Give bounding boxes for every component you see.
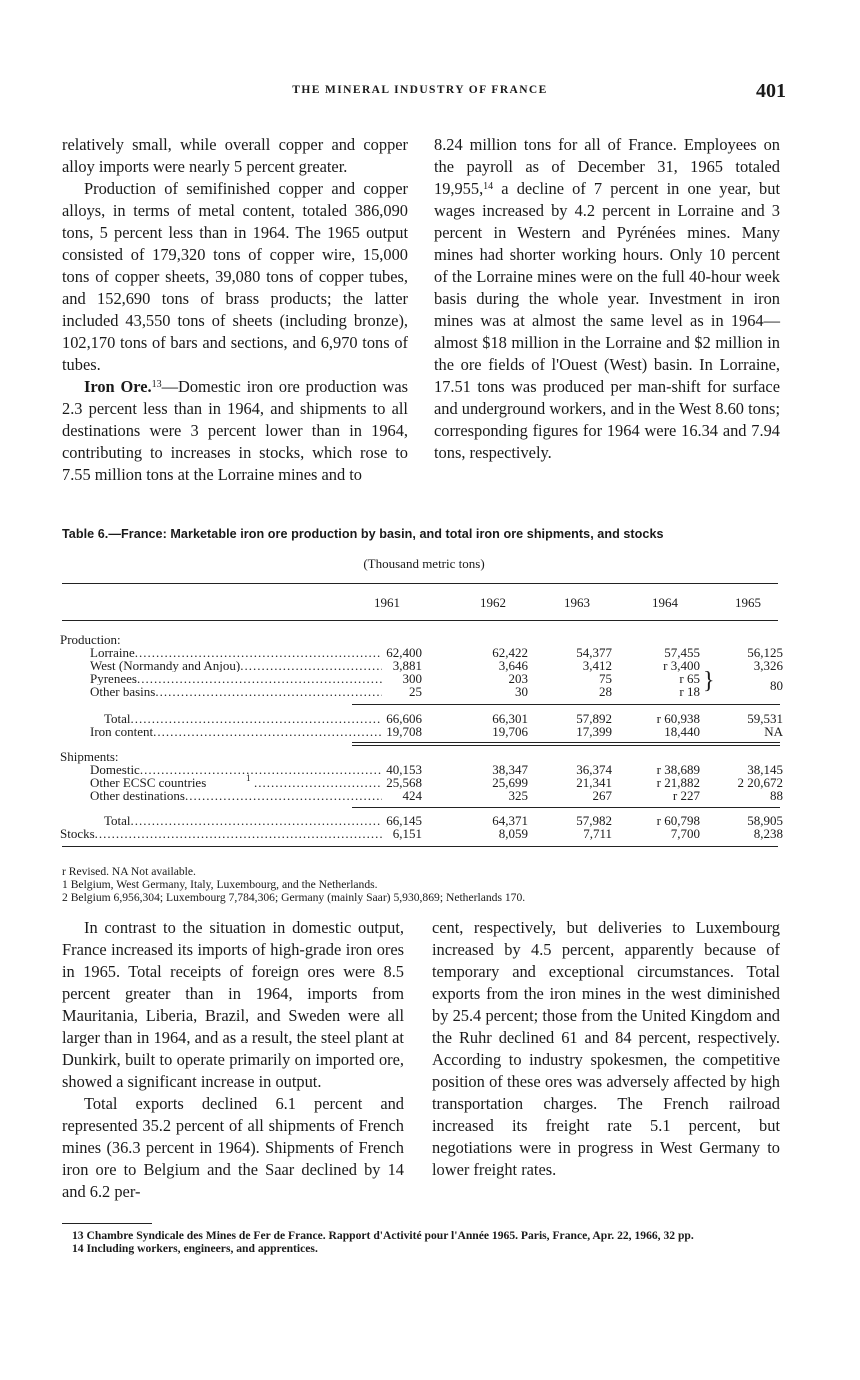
table-row [60,788,783,803]
cell: 8,238 [753,826,783,841]
cell: 75 [599,671,612,686]
cell: 56,125 [747,645,783,660]
cell: 3,646 [498,658,528,673]
row-label: Stocks ..... [60,827,382,840]
cell: 424 [402,788,422,803]
cell: 62,422 [492,645,528,660]
cell: 325 [508,788,528,803]
paragraph: In contrast to the situation in domestic output, France increased its imports of high-grade iron ores in 1965. Total receipts of foreign ores were 8.5 percent greater than in 1964, imports from Mauritania, Liberia, Brazil, and Sweden were all larger than in 1964, and as a result, the steel plant at Dunkirk, built to operate primarily on imported ore, showed a significant increase in output. [62,918,404,1091]
paragraph: relatively small, while overall copper and copper alloy imports were nearly 5 percent greater. [62,135,408,176]
right-column-top [434,134,780,464]
cell: 3,412 [582,658,612,673]
cell: r 60,938 [656,711,700,726]
cell: 38,145 [747,762,783,777]
paragraph-text: a decline of 7 percent in one year, but wages increased by 4.2 percent in Lorraine and 3 percent in Western and Pyrénées mines. Many mines had shorter working hours. Only 10 percent of the Lorraine mines were on the full 40-hour week basis during the whole year. Investment in iron mines was at almost the same level as in 1964—almost $18 million in the Lorraine and $2 million in the ore fields of l'Ouest (West) basin. In Lorraine, 17.51 tons was produced per man-shift for surface and underground workers, and in the West 8.60 tons; corresponding figures for 1964 were 16.34 and 7.94 tons, respectively. [434,179,780,462]
cell: r 65 [679,671,700,686]
subtotal-rule [352,704,780,705]
double-rule-bottom [352,745,780,746]
cell: 30 [515,684,528,699]
paragraph [434,134,780,464]
cell: 7,700 [670,826,700,841]
cell: 267 [592,788,612,803]
cell: 57,982 [576,813,612,828]
cell: 58,905 [747,813,783,828]
brace: } [703,668,715,694]
left-column-top [62,134,408,486]
paragraph-text: —Domestic iron ore production was 2.3 percent less than in 1964, and shipments to all destinations were 3 percent lower than in 1964, contributing to increases in stocks, which rose to 7.55 million tons at the Lorraine mines and to [62,377,408,484]
footnote-14: 14 Including workers, engineers, and apprentices. [72,1242,318,1255]
row-label: Domestic ..... [90,763,382,776]
footnote-ref-13: 13 [151,379,162,390]
section-heading-iron-ore: Iron Ore. [84,377,152,396]
cell: 57,455 [664,645,700,660]
cell: 3,326 [753,658,783,673]
cell: 25,699 [492,775,528,790]
cell: 62,400 [386,645,422,660]
year-header: 1962 [480,595,506,610]
table-bottom-rule [62,846,778,847]
year-header: 1964 [652,595,678,610]
right-column-bottom [432,917,780,1181]
cell: r 60,798 [656,813,700,828]
cell: 6,151 [392,826,422,841]
cell: 25,568 [386,775,422,790]
cell: 18,440 [664,724,700,739]
production-heading: Production: [60,632,121,647]
cell: 88 [770,788,783,803]
cell: 2 20,672 [737,775,783,790]
running-title: THE MINERAL INDUSTRY OF FRANCE [292,84,548,96]
table-header-rule [62,620,778,621]
footnote-separator [62,1223,152,1224]
footnote-ref-14: 14 [483,181,494,192]
cell: 36,374 [576,762,612,777]
cell: 8,059 [498,826,528,841]
table-footnote-2: 2 Belgium 6,956,304; Luxembourg 7,784,306; Germany (mainly Saar) 5,930,869; Netherlands 170. [62,891,526,904]
cell: 66,301 [492,711,528,726]
paragraph-iron-ore [62,376,408,486]
row-label: Total ..... [104,712,382,725]
cell: 54,377 [576,645,612,660]
cell: 66,606 [386,711,422,726]
cell: 203 [508,671,528,686]
table-caption: Table 6.—France: Marketable iron ore production by basin, and total iron ore shipments, and stocks [62,527,664,541]
cell: r 21,882 [656,775,700,790]
year-header: 1963 [564,595,590,610]
cell: 25 [409,684,422,699]
cell: 300 [402,671,422,686]
cell: 38,347 [492,762,528,777]
cell: 66,145 [386,813,422,828]
cell: 57,892 [576,711,612,726]
row-label: Pyrenees ..... [90,672,382,685]
left-column-bottom [62,917,404,1203]
paragraph-text: 8.24 million tons for all of France. Employees on the payroll as of December 31, 1965 totaled 19,955, [434,135,780,198]
table-row [60,826,783,841]
year-header: 1965 [735,595,761,610]
cell: 19,706 [492,724,528,739]
paragraph: Total exports declined 6.1 percent and represented 35.2 percent of all shipments of French mines (36.3 percent in 1964). Shipments of French iron ore to Belgium and the Saar declined by 14 and 6.2 per- [62,1094,404,1201]
cell: r 3,400 [663,658,700,673]
double-rule-top [352,742,780,743]
row-label: Iron content ..... [90,725,382,738]
cell: r 38,689 [656,762,700,777]
paragraph: cent, respectively, but deliveries to Luxembourg increased by 4.5 percent, apparently because of temporary and exceptional circumstances. Total exports from the iron mines in the west diminished by 25.4 percent; those from the United Kingdom and the Ruhr declined 61 and 84 percent, respectively. According to industry spokesmen, the competitive position of these ores was adversely affected by high transportation charges. The French railroad increased its freight rate 5.1 percent, but negotiations were in progress in West Germany to lower freight rates. [432,918,780,1179]
row-label: Other destinations ..... [90,789,382,802]
row-label: Other ECSC countries [90,776,207,789]
cell: 59,531 [747,711,783,726]
cell: NA [764,724,783,739]
cell: 21,341 [576,775,612,790]
page-number: 401 [756,80,786,102]
table-footnote-revised: r Revised. NA Not available. [62,865,196,878]
cell: 19,708 [386,724,422,739]
row-label: Lorraine ..... [90,646,382,659]
cell: r 18 [679,684,700,699]
cell: 28 [599,684,612,699]
footnote-ref-1: 1 [246,773,251,783]
cell-combined-1965: 80 [770,678,783,693]
table-row [60,685,780,698]
year-header: 1961 [374,595,400,610]
row-label: Other basins ..... [90,685,382,698]
page-footnotes [62,1229,778,1255]
subtotal-rule [352,807,780,808]
cell: 7,711 [583,826,612,841]
table-footnote-1: 1 Belgium, West Germany, Italy, Luxembourg, and the Netherlands. [62,878,378,891]
cell: 64,371 [492,813,528,828]
cell: 3,881 [392,658,422,673]
table-unit: (Thousand metric tons) [363,556,485,571]
table-row [60,724,783,739]
shipments-heading: Shipments: [60,749,119,764]
row-label: Total ..... [104,814,382,827]
table-header-row [60,596,780,609]
row-label: West (Normandy and Anjou) ..... [90,659,382,672]
paragraph: Production of semifinished copper and copper alloys, in terms of metal content, totaled 386,090 tons, 5 percent less than in 1964. The 1965 output consisted of 179,320 tons of copper wire, 15,000 tons of copper sheets, 39,080 tons of copper tubes, and 152,690 tons of brass products; the latter included 43,550 tons of sheets (including bronze), 102,170 tons of bars and sections, and 6,970 tons of tubes. [62,179,408,374]
footnote-13: 13 Chambre Syndicale des Mines de Fer de France. Rapport d'Activité pour l'Année 1965. Paris, France, Apr. 22, 1966, 32 pp. [72,1229,694,1242]
cell: 17,399 [576,724,612,739]
cell: 40,153 [386,762,422,777]
table-top-rule [62,583,778,584]
cell: r 227 [672,788,700,803]
